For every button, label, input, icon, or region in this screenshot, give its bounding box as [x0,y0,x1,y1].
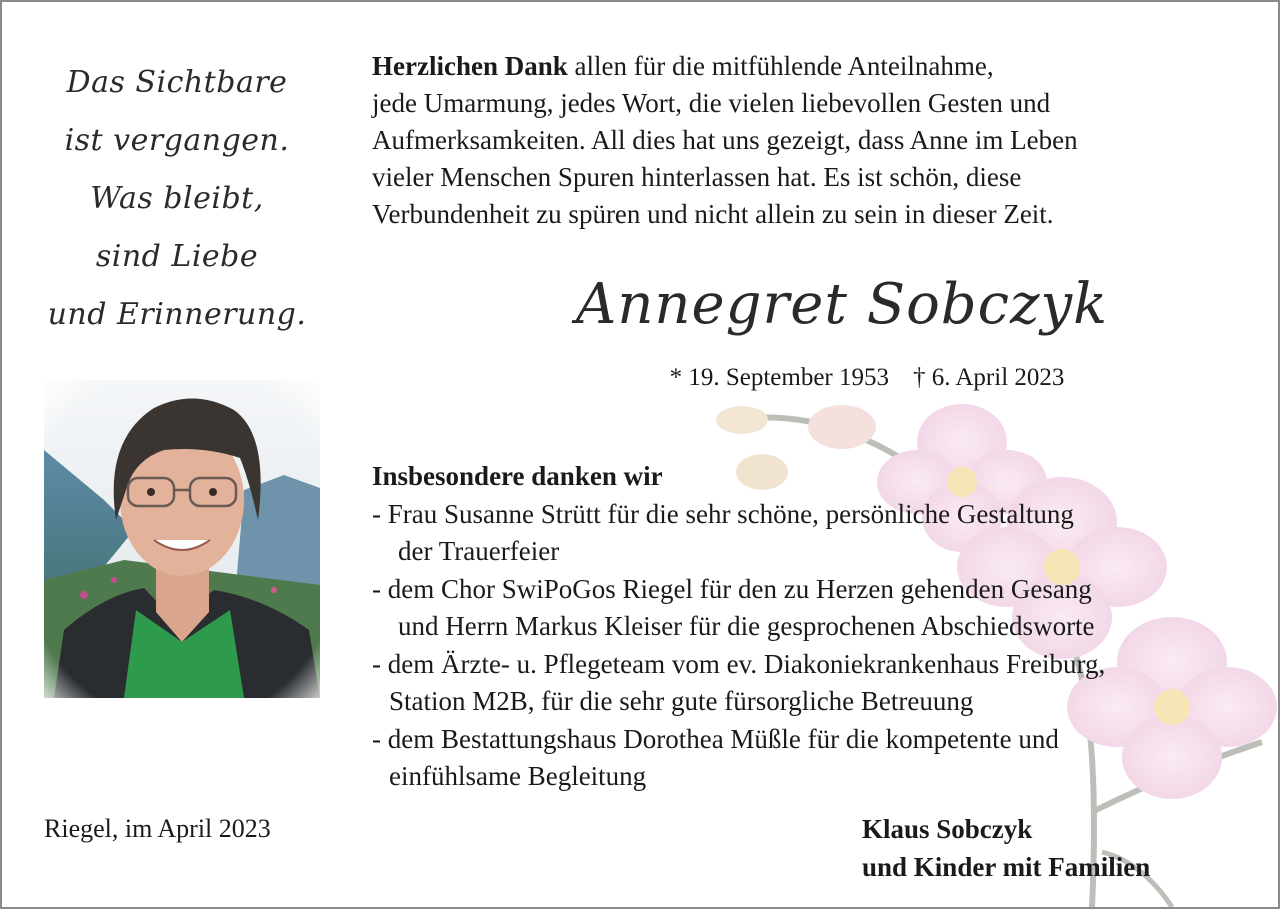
intro-line: vieler Menschen Spuren hinterlassen hat. Es ist schön, diese [372,162,1022,192]
thanks-heading: Insbesondere danken wir [372,461,663,491]
thanks-item-continuation: Station M2B, für die sehr gute fürsorgliche Betreuung [389,686,974,716]
deceased-name: Annegret Sobczyk [575,272,1109,337]
poem-line: und Erinnerung. [47,297,307,332]
intro-bold-lead: Herzlichen Dank [372,51,568,81]
death-date: † 6. April 2023 [913,364,1065,391]
thanks-intro [372,48,1252,233]
thanks-item-continuation: der Trauerfeier [398,536,560,566]
thanks-list [372,458,1272,796]
poem-line: Was bleibt, [90,181,264,216]
poem-line: Das Sichtbare [66,65,288,100]
thanks-item: - dem Chor SwiPoGos Riegel für den zu Herzen gehenden Gesang [372,573,1092,604]
birth-date: * 19. September 1953 [669,364,889,391]
thanks-item: - Frau Susanne Strütt für die sehr schöne, persönliche Gestaltung [372,498,1074,529]
life-dates [522,364,1212,392]
intro-line: Verbundenheit zu spüren und nicht allein zu sein in dieser Zeit. [372,199,1054,229]
signature [862,810,1150,886]
portrait-photo [44,380,320,698]
signature-line: und Kinder mit Familien [862,852,1151,882]
intro-line: allen für die mitfühlende Anteilnahme, [567,51,994,81]
place-date: Riegel, im April 2023 [44,814,271,843]
intro-line: Aufmerksamkeiten. All dies hat uns gezeigt, dass Anne im Leben [372,125,1078,155]
poem [32,54,322,344]
thanks-item: - dem Ärzte- u. Pflegeteam vom ev. Diakoniekrankenhaus Freiburg, [372,648,1106,679]
signature-line: Klaus Sobczyk [862,814,1033,844]
poem-line: sind Liebe [95,239,259,274]
poem-line: ist vergangen. [64,123,290,158]
thanks-item-continuation: einfühlsame Begleitung [389,761,647,791]
intro-line: jede Umarmung, jedes Wort, die vielen liebevollen Gesten und [372,88,1051,118]
thanks-item-continuation: und Herrn Markus Kleiser für die gesprochenen Abschiedsworte [398,611,1095,641]
thanks-item: - dem Bestattungshaus Dorothea Müßle für die kompetente und [372,723,1059,754]
